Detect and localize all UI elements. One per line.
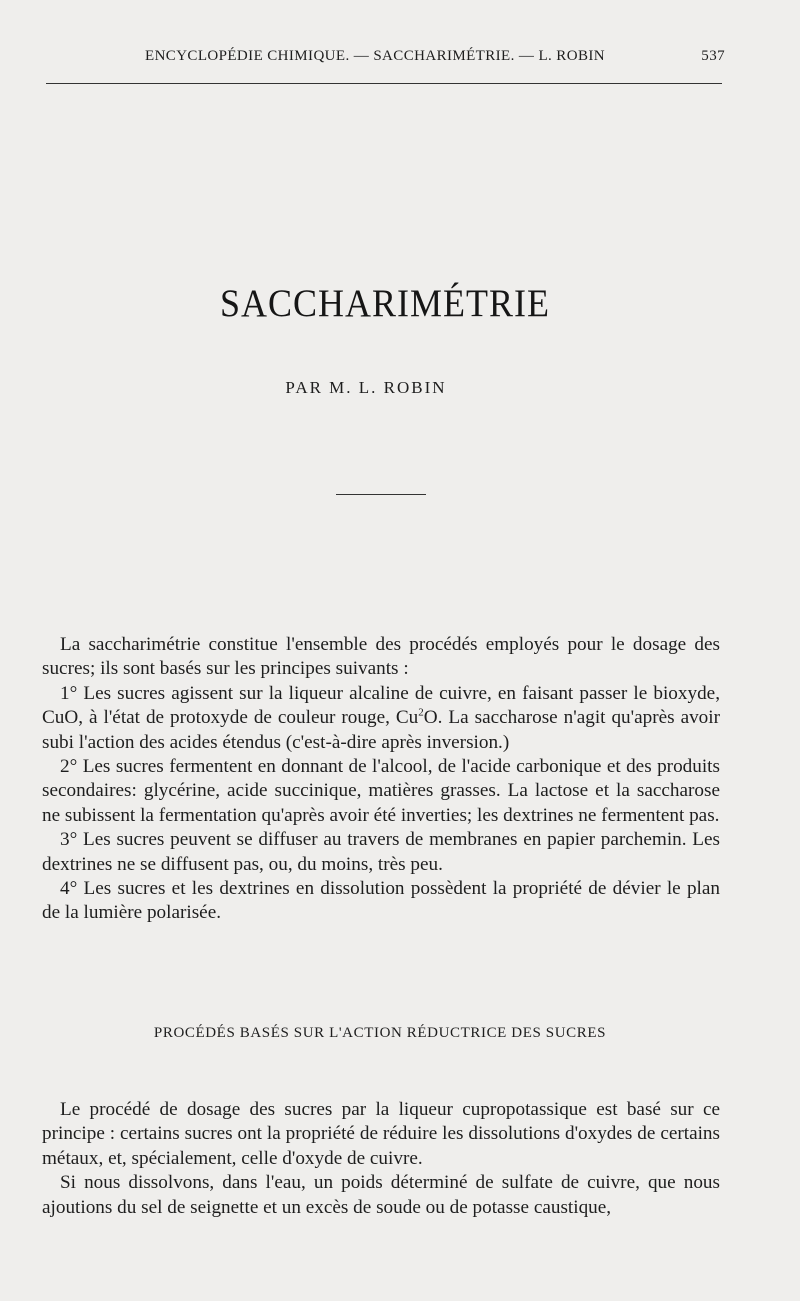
paragraph: Le procédé de dosage des sucres par la liqueur cupropotassique est basé sur ce principe : certains sucres ont la propriété de réduire les dissolutions d'oxydes de certains métaux, et, spécialement, celle d'oxyde de cuivre. — [42, 1099, 720, 1169]
page-number: 537 — [701, 48, 725, 64]
paragraph — [42, 682, 720, 755]
intro-text — [42, 633, 720, 926]
paragraph-text: O. La saccharose n'agit qu'après avoir subi l'action des acides étendus (c'est-à-dire après inversion.) — [42, 707, 720, 753]
paragraph: 3° Les sucres peuvent se diffuser au travers de membranes en papier parchemin. Les dextrines ne se diffusent pas, ou, du moins, très peu. — [42, 829, 720, 875]
paragraph: Si nous dissolvons, dans l'eau, un poids déterminé de sulfate de cuivre, que nous ajoutions du sel de seignette et un excès de soude ou de potasse caustique, — [42, 1172, 720, 1218]
section-heading: PROCÉDÉS BASÉS SUR L'ACTION RÉDUCTRICE DES SUCRES — [153, 1025, 607, 1041]
title-divider — [336, 494, 426, 495]
superscript: 2 — [418, 706, 424, 719]
header-rule — [46, 83, 722, 84]
section-text — [42, 1098, 720, 1220]
paragraph: La saccharimétrie constitue l'ensemble des procédés employés pour le dosage des sucres; ils sont basés sur les principes suivants : — [42, 634, 720, 680]
author-line: PAR M. L. ROBIN — [285, 378, 447, 397]
paragraph: 2° Les sucres fermentent en donnant de l'alcool, de l'acide carbonique et des produits secondaires: glycérine, acide succinique, matières grasses. La lactose et la saccharose ne subissent la fermentation qu'après avoir été inverties; les dextrines ne fermentent pas. — [42, 756, 720, 826]
chapter-title: SACCHARIMÉTRIE — [219, 281, 551, 325]
running-title: ENCYCLOPÉDIE CHIMIQUE. — SACCHARIMÉTRIE. — L. ROBIN — [145, 48, 605, 64]
paragraph: 4° Les sucres et les dextrines en dissolution possèdent la propriété de dévier le plan de la lumière polarisée. — [42, 878, 720, 924]
running-header — [145, 48, 725, 65]
paragraph-text: 1° Les sucres agissent sur la liqueur alcaline de cuivre, en faisant passer le bioxyde, CuO, à l'état de protoxyde de couleur rouge, Cu — [42, 682, 720, 729]
